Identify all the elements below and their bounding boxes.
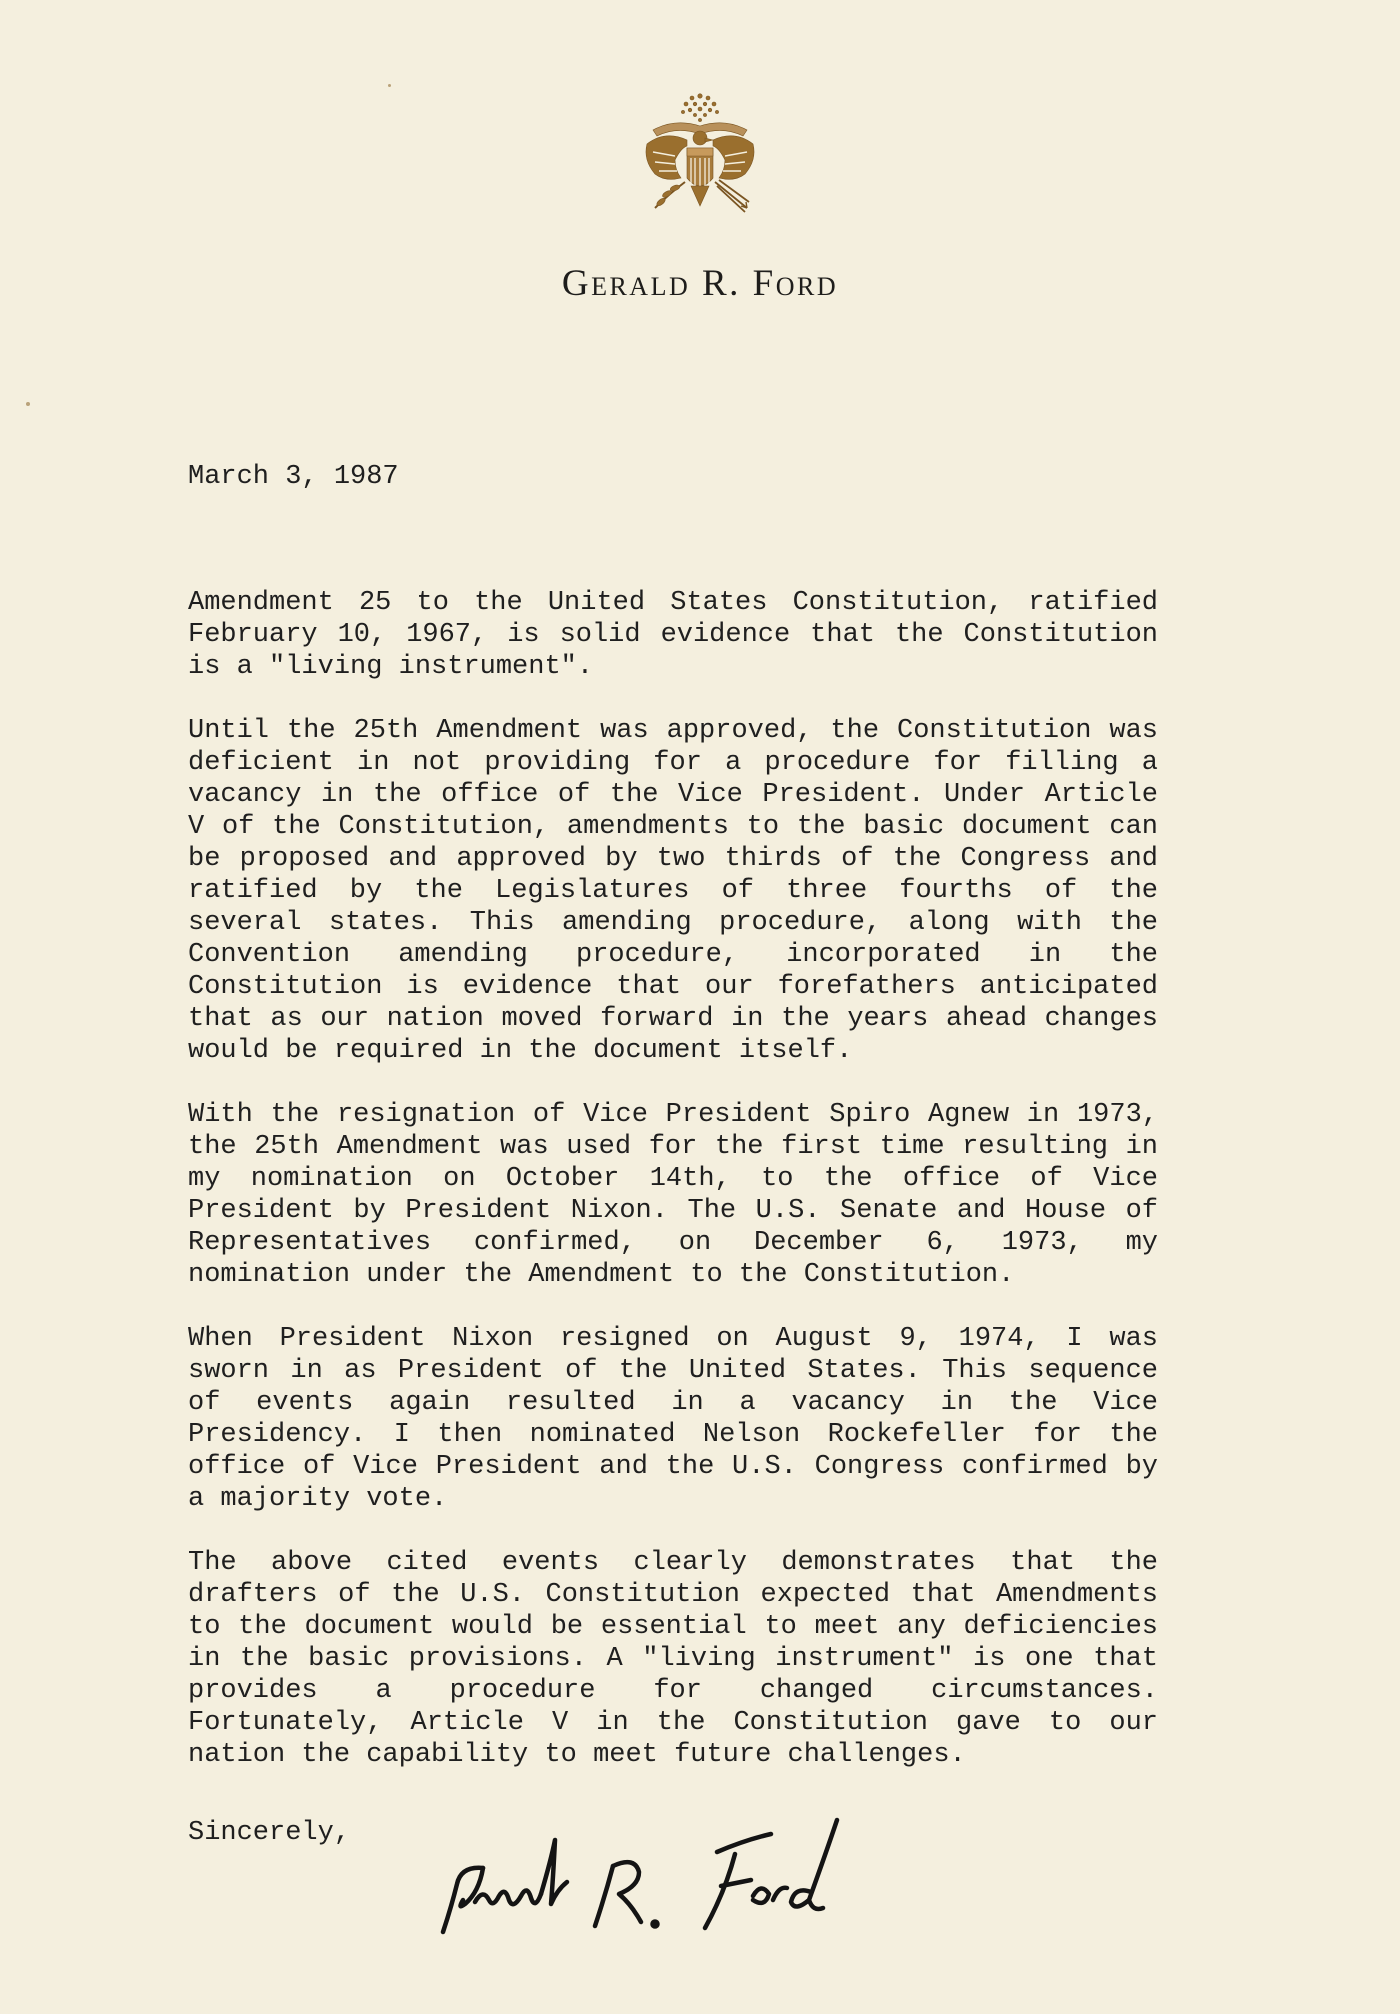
paragraph: With the resignation of Vice President Spiro Agnew in 1973, the 25th Amendment was used for the first time resulting in my nomination on October 14th, to the office of Vice President by President Nixon. The U.S. Senate and House of Representatives confirmed, on December 6, 1973, my nomination under the Amendment to the Constitution. [188, 1100, 1158, 1290]
letter-date: March 3, 1987 [188, 462, 399, 492]
signature-image [435, 1800, 935, 1950]
paper-speck [388, 84, 391, 87]
paragraph: The above cited events clearly demonstrates that the drafters of the U.S. Constitution expected that Amendments to the document would be essential to meet any deficiencies in the basic provisions. A "living instrument" is one that provides a procedure for changed circumstances. Fortunately, Article V in the Constitution gave to our nation the capability to meet future challenges. [188, 1548, 1158, 1770]
letter-body [188, 587, 1158, 1803]
eagle-seal-icon [625, 82, 775, 232]
paragraph: When President Nixon resigned on August 9, 1974, I was sworn in as President of the United States. This sequence of events again resulted in a vacancy in the Vice Presidency. I then nominated Nelson Rockefeller for the office of Vice President and the U.S. Congress confirmed by a majority vote. [188, 1324, 1158, 1514]
paragraph: Amendment 25 to the United States Constitution, ratified February 10, 1967, is solid evidence that the Constitution is a "living instrument". [188, 588, 1158, 682]
letterhead-name: Gerald R. Ford [561, 263, 839, 304]
paper-speck [26, 402, 30, 406]
paragraph: Until the 25th Amendment was approved, the Constitution was deficient in not providing for a procedure for filling a vacancy in the office of the Vice President. Under Article V of the Constitution, amendments to the basic document can be proposed and approved by two thirds of the Congress and ratified by the Legislatures of three fourths of the several states. This amending procedure, along with the Convention amending procedure, incorporated in the Constitution is evidence that our forefathers anticipated that as our nation moved forward in the years ahead changes would be required in the document itself. [188, 716, 1158, 1066]
closing: Sincerely, [188, 1818, 351, 1848]
